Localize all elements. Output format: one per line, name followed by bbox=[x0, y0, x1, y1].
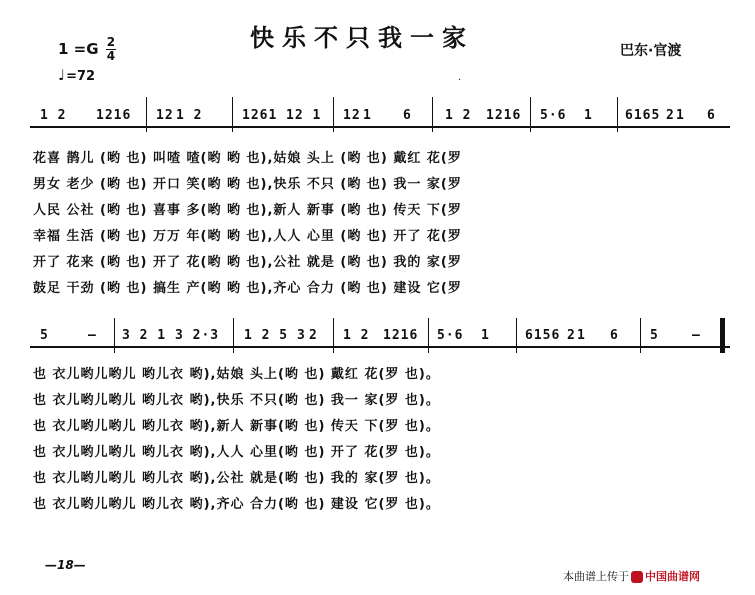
lyric-line: 也 衣儿哟儿哟儿 哟儿衣 哟),公社 就是(哟 也) 我的 家(罗 也)。 bbox=[33, 471, 440, 486]
brand-name: 中国曲谱网 bbox=[645, 570, 700, 583]
notation-group: 6 bbox=[403, 108, 412, 123]
tempo-value: =72 bbox=[66, 69, 96, 84]
lyric-line: 也 衣儿哟儿哟儿 哟儿衣 哟),人人 心里(哟 也) 开了 花(罗 也)。 bbox=[33, 445, 440, 460]
lyric-line: 花喜 鹊儿 (哟 也) 叫喳 喳(哟 哟 也),姑娘 头上 (哟 也) 戴红 花(罗 bbox=[33, 151, 462, 166]
lyric-line: 也 衣儿哟儿哟儿 哟儿衣 哟),快乐 不只(哟 也) 我一 家(罗 也)。 bbox=[33, 393, 440, 408]
notation-group: 12 bbox=[156, 108, 174, 123]
lyric-line: 人民 公社 (哟 也) 喜事 多(哟 哟 也),新人 新事 (哟 也) 传天 下(罗 bbox=[33, 203, 462, 218]
notation-group: 1 bbox=[577, 328, 586, 343]
notation-group: 2 bbox=[309, 328, 318, 343]
notation-group: 2 bbox=[666, 108, 675, 123]
notation-group: 5 bbox=[40, 328, 49, 343]
notation-group: 1216 bbox=[96, 108, 132, 123]
notation-group: 6 bbox=[610, 328, 619, 343]
notation-group: 2 bbox=[567, 328, 576, 343]
key-signature bbox=[58, 36, 116, 63]
system1-underline bbox=[30, 126, 730, 128]
notation-group: 1 2 5 3 bbox=[244, 328, 306, 343]
barline bbox=[333, 318, 334, 353]
lyric-line: 男女 老少 (哟 也) 开口 笑(哟 哟 也),快乐 不只 (哟 也) 我一 家(罗 bbox=[33, 177, 462, 192]
notation-group: 1 bbox=[481, 328, 490, 343]
notation-group: 1216 bbox=[486, 108, 522, 123]
lyric-line: 也 衣儿哟儿哟儿 哟儿衣 哟),姑娘 头上(哟 也) 戴红 花(罗 也)。 bbox=[33, 367, 440, 382]
barline bbox=[232, 97, 233, 132]
notation-group: 6156 bbox=[525, 328, 561, 343]
lyric-line: 也 衣儿哟儿哟儿 哟儿衣 哟),新人 新事(哟 也) 传天 下(罗 也)。 bbox=[33, 419, 440, 434]
notation-group: 6 bbox=[707, 108, 716, 123]
notation-group: 1 2 bbox=[176, 108, 203, 123]
time-bottom: 4 bbox=[106, 49, 116, 63]
upload-credit bbox=[563, 568, 700, 584]
brand-logo-icon bbox=[631, 571, 643, 583]
barline bbox=[530, 97, 531, 132]
notation-group: 5·6 bbox=[540, 108, 567, 123]
notation-group: 1 bbox=[676, 108, 685, 123]
upload-text: 本曲谱上传于 bbox=[563, 570, 629, 583]
barline bbox=[233, 318, 234, 353]
barline bbox=[333, 97, 334, 132]
notation-group: 5·6 bbox=[437, 328, 464, 343]
notation-group: — bbox=[692, 328, 701, 343]
barline bbox=[617, 97, 618, 132]
notation-group: 1 2 bbox=[40, 108, 67, 123]
lyric-line: 开了 花来 (哟 也) 开了 花(哟 哟 也),公社 就是 (哟 也) 我的 家(罗 bbox=[33, 255, 462, 270]
barline bbox=[428, 318, 429, 353]
notation-group: 12 bbox=[343, 108, 361, 123]
notation-group: — bbox=[88, 328, 97, 343]
quarter-note-icon: ♩ bbox=[58, 66, 66, 84]
notation-group: 1216 bbox=[383, 328, 419, 343]
time-top: 2 bbox=[106, 35, 116, 49]
barline bbox=[516, 318, 517, 353]
key-label: 1 =G bbox=[58, 40, 99, 58]
time-signature bbox=[106, 36, 116, 63]
page-number: —18— bbox=[45, 558, 86, 572]
notation-group: 1 bbox=[584, 108, 593, 123]
notation-group: 12 1 bbox=[286, 108, 322, 123]
notation-group: 5 bbox=[650, 328, 659, 343]
stray-dot: · bbox=[458, 75, 462, 86]
lyric-line: 鼓足 干劲 (哟 也) 搞生 产(哟 哟 也),齐心 合力 (哟 也) 建设 它(罗 bbox=[33, 281, 462, 296]
tempo-mark bbox=[58, 66, 95, 84]
system2-underline bbox=[30, 346, 730, 348]
final-barline bbox=[720, 318, 725, 353]
barline bbox=[114, 318, 115, 353]
notation-group: 1 2 bbox=[445, 108, 472, 123]
barline bbox=[432, 97, 433, 132]
lyric-line: 幸福 生活 (哟 也) 万万 年(哟 哟 也),人人 心里 (哟 也) 开了 花(罗 bbox=[33, 229, 462, 244]
notation-group: 1 bbox=[363, 108, 372, 123]
notation-group: 6165 bbox=[625, 108, 661, 123]
song-origin: 巴东·官渡 bbox=[620, 43, 682, 59]
notation-group: 3 2 1 3 2·3 bbox=[122, 328, 220, 343]
barline bbox=[640, 318, 641, 353]
notation-group: 1 2 bbox=[343, 328, 370, 343]
barline bbox=[146, 97, 147, 132]
song-title: 快乐不只我一家 bbox=[250, 24, 474, 52]
lyric-line: 也 衣儿哟儿哟儿 哟儿衣 哟),齐心 合力(哟 也) 建设 它(罗 也)。 bbox=[33, 497, 440, 512]
notation-group: 1261 bbox=[242, 108, 278, 123]
